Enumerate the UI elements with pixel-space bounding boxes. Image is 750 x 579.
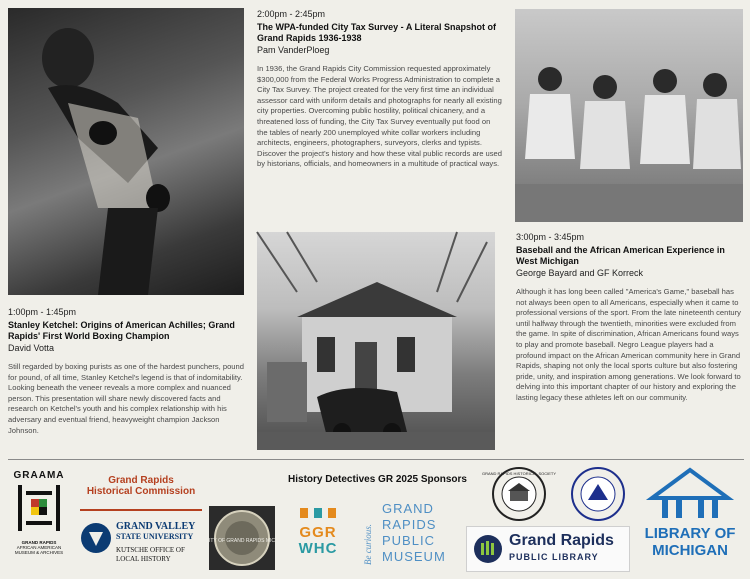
library-seal-logo (570, 466, 626, 522)
baseball-photo (515, 9, 743, 222)
library-line1: Grand Rapids (509, 532, 614, 549)
session-description: Although it has long been called "America's Game," baseball has not always been open to all Americans, especially when it came to professional versions of the sport. From the late nineteenth century until halfway through the twentieth, minorities were excluded from the game. In spite of discrimination, African Americans found ways to play and promote baseball. Negro League players had a profound impact on the African American community here in Grand Rapids, shaping not only the local sports culture but also fostering pride, unity, and inspiration among generations. We look forward to delving into this important chapter of our history and exploring the lasting legacy these athletes left on our community. (516, 287, 741, 402)
session-description: In 1936, the Grand Rapids City Commission requested approximately $300,000 from the Federal Works Progress Administration to complete a City Tax Survey. The project created for the very first time an individual assessor card with uniform details and photographs for nearly all existing city properties. Overcoming public hostility, political chicanery, and a threatened loss of funding, the City Tax Survey eventually put food on the tables of nearly 200 unemployed white collar workers including architects, engineers, photographers, surveyors, clerks and typists. Discover the project's history and how these vital public records are used by historians, officials, and homeowners in a multitude of practical ways. (257, 64, 502, 169)
gvsu-symbol (80, 522, 112, 554)
gvsu-line3: KUTSCHE OFFICE OF (116, 546, 185, 554)
graama-sub2: AFRICAN AMERICAN (16, 545, 62, 550)
ggrwhc-figures (298, 506, 338, 520)
session-speaker: David Votta (8, 343, 55, 353)
boxer-figure (8, 8, 244, 295)
commission-line2: Historical Commission (86, 486, 196, 497)
library-line2: PUBLIC LIBRARY (509, 552, 599, 562)
house-photo (257, 232, 495, 450)
library-of-michigan-logo (636, 468, 744, 572)
museum-line1: GRAND (382, 501, 434, 516)
session-ketchel (8, 307, 248, 436)
session-time: 2:00pm - 2:45pm (257, 9, 326, 19)
library-of-michigan-symbol (650, 468, 730, 520)
session-time: 3:00pm - 3:45pm (516, 232, 585, 242)
public-library-logo (466, 526, 630, 572)
city-seal-text: CITY OF GRAND RAPIDS MICH (205, 538, 279, 544)
museum-line4: MUSEUM (382, 549, 446, 564)
historical-society-logo (481, 465, 557, 523)
session-title: Stanley Ketchel: Origins of American Achilles; Grand Rapids' First World Boxing Champion (8, 320, 235, 341)
ggrwhc-line1: GGR (299, 524, 337, 541)
session-wpa (257, 9, 502, 170)
public-museum-logo (362, 499, 452, 571)
baseball-players (515, 9, 743, 222)
session-speaker: George Bayard and GF Korreck (516, 268, 644, 278)
commission-line1: Grand Rapids (108, 475, 174, 486)
city-seal-logo (205, 506, 279, 570)
library-symbol (473, 534, 503, 564)
ggrwhc-line2: WHC (298, 540, 338, 557)
lom-line1: LIBRARY OF (644, 525, 736, 542)
gvsu-line2: STATE UNIVERSITY (116, 532, 194, 541)
museum-line2: RAPIDS (382, 517, 437, 532)
session-description: Still regarded by boxing purists as one of the hardest punchers, pound for pound, of all time, Stanley Ketchel's legend is that of indomitability. Looking beneath the veneer reveals a more complex and nuanced person. This presentation will share newly discovered facts and research on Ketchel's youth and his complex relationship with his adversary and eventual friend, heavyweight champion Jackson Johnson. (8, 362, 244, 435)
graama-sub1: GRAND RAPIDS (21, 540, 57, 545)
historical-commission-logo (80, 469, 202, 511)
boxer-photo (8, 8, 244, 295)
graama-symbol (14, 481, 64, 535)
graama-logo (8, 470, 70, 570)
gvsu-line1: GRAND VALLEY (116, 521, 196, 532)
museum-tagline: Be curious. (363, 524, 373, 565)
session-title: Baseball and the African American Experience in West Michigan (516, 245, 725, 266)
session-baseball (516, 232, 744, 404)
gvsu-line4: LOCAL HISTORY (116, 555, 171, 563)
lom-line2: MICHIGAN (652, 542, 728, 559)
ggrwhc-logo (284, 506, 352, 570)
graama-name: GRAAMA (13, 470, 65, 481)
session-speaker: Pam VanderPloeg (257, 45, 330, 55)
section-divider (8, 459, 744, 460)
gvsu-logo (80, 518, 204, 570)
sponsors-heading: History Detectives GR 2025 Sponsors (288, 474, 467, 485)
library-seal-graphic (570, 466, 626, 522)
session-title: The WPA-funded City Tax Survey - A Literal Snapshot of Grand Rapids 1936-1938 (257, 22, 497, 43)
session-time: 1:00pm - 1:45pm (8, 307, 77, 317)
graama-sub3: MUSEUM & ARCHIVES (14, 550, 64, 555)
city-seal-graphic (205, 506, 279, 570)
house-illustration (257, 232, 495, 450)
historical-society-seal (481, 465, 557, 523)
historical-society-text: GRAND RAPIDS HISTORICAL SOCIETY (481, 471, 557, 476)
museum-line3: PUBLIC (382, 533, 435, 548)
